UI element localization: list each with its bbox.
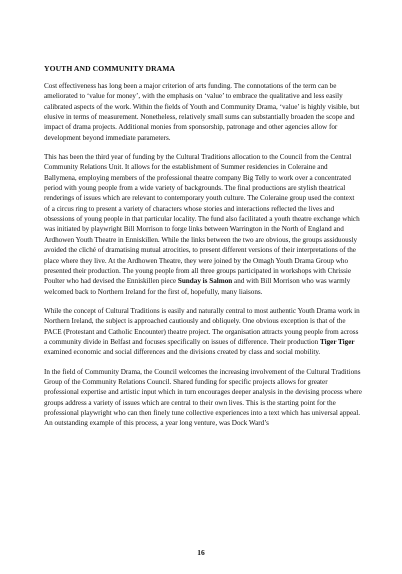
- paragraph: [44, 152, 362, 297]
- paragraph-text: and with Bill Morrison who was warmly welcomed back to Northern Ireland for the first of, hopefully, many liaisons.: [44, 277, 351, 296]
- section-heading: YOUTH AND COMMUNITY DRAMA: [44, 64, 176, 73]
- paragraph: [44, 367, 362, 429]
- page-number: 16: [197, 548, 205, 557]
- paragraph: [44, 306, 362, 358]
- paragraph-text: Cost effectiveness has long been a major criterion of arts funding. The connotations of the term can be ameliorated to ‘value for money’, with the emphasis on ‘value’ to embrace the qualitative and less easily calibrated aspects of the work. Within the fields of Youth and Community Drama, ‘value’ is highly visible, but elusive in terms of measurement. Nonetheless, relatively small sums can substantially broaden the scope and impact of drama projects. Additional monies from sponsorship, patronage and other agencies allow for development beyond immediate parameters.: [44, 82, 360, 142]
- production-title: Tiger Tiger: [319, 337, 355, 346]
- paragraph-text: While the concept of Cultural Traditions is easily and naturally central to most authentic Youth Drama work in Northern Ireland, the subject is approached cautiously and obliquely. One obvious exception is that of the PACE (Protestant and Catholic Encounter) theatre project. The organisation attracts young people from across a community divide in Belfast and focuses specifically on issues of difference. Their production: [44, 306, 360, 346]
- paragraph-text: In the field of Community Drama, the Council welcomes the increasing involvement of the Cultural Traditions Group of the Community Relations Council. Shared funding for specific projects allows for greater professional expertise and artistic input which in turn encourages deeper analysis in the devising process where groups address a variety of issues which are central to their own lives. This is the starting point for the professional playwright who can then finely tune collective experiences into a text which has universal appeal. An outstanding example of this process, a year long venture, was Dock Ward’s: [44, 367, 362, 428]
- production-title: Sunday is Salmon: [177, 277, 233, 286]
- paragraph-list: [44, 81, 362, 429]
- paragraph-text: This has been the third year of funding by the Cultural Traditions allocation to the Council from the Central Community Relations Unit. It allows for the establishment of Summer residencies in Coleraine and Ballymena, employing members of the professional theatre company Big Telly to work over a concentrated period with young people from a wide variety of backgrounds. The final productions are stylish theatrical renderings of issues which are relevant to contemporary youth culture. The Coleraine group used the context of a circus ring to present a variety of characters whose stories and interactions reflected the lives and obsessions of young people in that particular locality. The fund also facilitated a youth theatre exchange which was initiated by playwright Bill Morrison to forge links between Warrington in the North of England and Ardhowen Youth Theatre in Enniskillen. While the links between the two are obvious, the groups assiduously avoided the cliché of dramatising mutual atrocities, to present different versions of their interpretations of the place where they live. At the Ardhowen Theatre, they were joined by the Omagh Youth Drama Group who presented their production. The young people from all three groups participated in workshops with Chrissie Poulter who had devised the Enniskillen piece: [44, 153, 360, 286]
- paragraph-text: examined economic and social differences and the divisions created by class and social mobility.: [44, 348, 321, 357]
- paragraph: [44, 81, 362, 143]
- document-body: [44, 64, 362, 438]
